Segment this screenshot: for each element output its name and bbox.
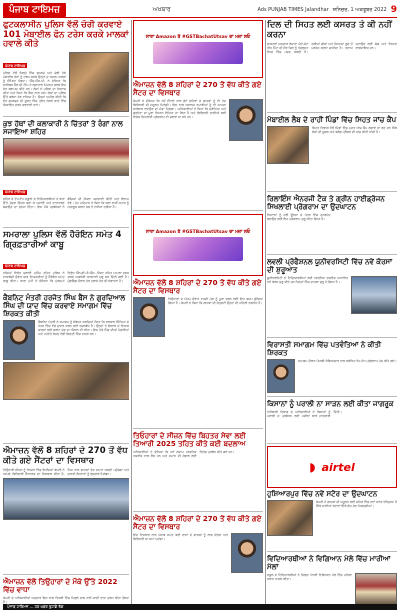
article-photo [231, 533, 263, 573]
article-headline: ਐਮਾਜ਼ਨ ਵੱਲੋਂ 8 ਸ਼ਹਿਰਾਂ ਦੇ 270 ਤੋਂ ਵੱਧ ਕੀਤੇ ਗਏ ਸੈਂਟਰਾਂ ਦਾ ਵਿਸਥਾਰ [3, 446, 128, 466]
article-photo [229, 99, 263, 141]
article-headline: ਹੁਸ਼ਿਆਰਪੁਰ ਵਿੱਚ ਨਵੇਂ ਸਟੋਰ ਦਾ ਉਦਘਾਟਨ [267, 490, 378, 498]
article [267, 340, 397, 397]
airtel-logo-icon: ◗ [309, 460, 316, 474]
article-photo [3, 320, 35, 360]
article [267, 115, 397, 192]
article-body: ਸ਼ਹਿਰ ਦੇ ਵੱਖ-ਵੱਖ ਸਕੂਲਾਂ ਦੇ ਵਿਦਿਆਰਥੀਆਂ ਨੇ ਕੰਧਾਂ ਉੱਤੇ ਸੁੰਦਰ ਚਿੱਤਰ ਬਣਾ ਕੇ ਸਫ਼ਾਈ ਅਤੇ ਵਾਤਾਵਰਣ ਬਚਾਉਣ ਦਾ ਸੁਨੇਹਾ ਦਿੱਤਾ। ਇਸ ਮੌਕੇ ਪ੍ਰਬੰਧਕਾਂ ਨੇ ਬੱਚਿਆਂ ਦੀ ਹੌਸਲਾ ਅਫ਼ਜ਼ਾਈ ਕੀਤੀ ਅਤੇ ਇਨਾਮ ਵੰਡੇ। ਮੁੱਖ ਮਹਿਮਾਨ ਨੇ ਕਿਹਾ ਕਿ ਕਲਾ ਰਾਹੀਂ ਸਮਾਜ ਨੂੰ ਜਾਗਰੂਕ ਕਰਨਾ ਸਭ ਤੋਂ ਵਧੀਆ ਤਰੀਕਾ ਹੈ। [3, 197, 129, 210]
article-headline: ਸਮਰਾਲਾ ਪੁਲਿਸ ਵੱਲੋਂ ਹੈਰੋਇਨ ਸਮੇਤ 4 ਗ੍ਰਿਫ਼ਤਾਰੀਆਂ ਕਾਬੂ [3, 230, 122, 250]
byline-badge: ਪੰਜਾਬ ਟਾਇਮਜ਼ [5, 264, 26, 268]
article-headline: ਵਿਦਿਆਰਥੀਆਂ ਨੇ ਵਿਗਿਆਨ ਮੇਲੇ ਵਿੱਚ ਮਾਰੀਆਂ ਮੱਲਾਂ [267, 555, 391, 571]
article-body: ਇਸ ਵਿਸਥਾਰ ਨਾਲ ਪੰਜਾਬ ਸਮੇਤ ਕਈ ਰਾਜਾਂ ਦੇ ਗਾਹਕਾਂ ਨੂੰ ਲਾਭ ਹੋਵੇਗਾ ਅਤੇ ਡਿਲਿਵਰੀ ਦਾ ਸਮਾਂ ਘਟੇਗਾ। [133, 533, 228, 542]
article-headline: ਐਮਾਜ਼ਨ ਵੱਲੋਂ 8 ਸ਼ਹਿਰਾਂ ਦੇ 270 ਤੋਂ ਵੱਧ ਕੀਤੇ ਗਏ ਸੈਂਟਰ ਦਾ ਵਿਸਥਾਰ [133, 81, 262, 97]
article [3, 119, 129, 228]
article-headline: ਕੁਝ ਹੱਥਾਂ ਦੀ ਕਲਾਕਾਰੀ ਨੇ ਚਿੱਤਰਾਂ ਤੇ ਰੰਗਾਂ ਨਾਲ ਸਜਾਇਆ ਸ਼ਹਿਰ [3, 120, 123, 136]
article-photo [69, 52, 129, 112]
article-headline: ਫੁਟਕਲਾਸੀਨ ਪੁਲਿਸ ਵੱਲੋਂ ਚੋਰੀ ਕਰਵਾਏ 101 ਮੋਬਾਈਲ ਫੋਨ ਟਰੇਸ ਕਰਕੇ ਮਾਲਕਾਂ ਹਵਾਲੇ ਕੀਤੇ [3, 20, 129, 49]
article-headline: ਐਮਾਜ਼ਨ ਵੱਲੋਂ ਤਿਉਹਾਰਾਂ ਦੇ ਮੌਕੇ ਉੱਤੇ 2022 ਵਿੱਚ ਵਾਧਾ [3, 578, 118, 594]
article-body: ਕੰਪਨੀ ਨੇ ਦੱਸਿਆ ਕਿ ਨਵੇਂ ਸੈਂਟਰਾਂ ਨਾਲ ਛੋਟੇ ਸ਼ਹਿਰਾਂ ਦੇ ਗਾਹਕਾਂ ਨੂੰ ਵੀ ਤੇਜ਼ ਡਿਲਿਵਰੀ ਦੀ ਸਹੂਲਤ ਮਿਲੇਗੀ। ਇਸ ਨਾਲ ਸਥਾਨਕ ਵਪਾਰੀਆਂ ਨੂੰ ਵੀ ਆਪਣਾ ਕਾਰੋਬਾਰ ਵਧਾਉਣ ਦਾ ਮੌਕਾ ਮਿਲੇਗਾ। ਅਧਿਕਾਰੀਆਂ ਨੇ ਕਿਹਾ ਕਿ ਸੁਰੱਖਿਆ ਅਤੇ ਗੁਣਵੱਤਾ ਦਾ ਪੂਰਾ ਧਿਆਨ ਰੱਖਿਆ ਜਾ ਰਿਹਾ ਹੈ ਅਤੇ ਡਿਲਿਵਰੀ ਸਾਥੀਆਂ ਲਈ ਵਿਸ਼ੇਸ਼ ਸਿਖਲਾਈ ਪ੍ਰੋਗਰਾਮ ਵੀ ਚਲਾਏ ਜਾ ਰਹੇ ਹਨ। [133, 99, 226, 120]
article-photo [133, 297, 165, 337]
article [3, 446, 129, 575]
article-body: ਸਿਹਤ ਵਿਭਾਗ ਵੱਲੋਂ ਪਿੰਡਾਂ ਵਿੱਚ ਮੁਫ਼ਤ ਜਾਂਚ ਕੈਂਪ ਲਗਾਏ ਜਾ ਰਹੇ ਹਨ ਜਿੱਥੇ ਲੋਕਾਂ ਦੀ ਸ਼ੂਗਰ ਅਤੇ ਬਲੱਡ ਪ੍ਰੈਸ਼ਰ ਦੀ ਜਾਂਚ ਕੀਤੀ ਜਾਂਦੀ ਹੈ। [312, 126, 397, 135]
article-body: ਖੇਤੀਬਾੜੀ ਵਿਭਾਗ ਦੇ ਅਧਿਕਾਰੀਆਂ ਨੇ ਕਿਸਾਨਾਂ ਨੂੰ ਪਰਾਲੀ ਦੇ ਪ੍ਰਬੰਧਨ ਲਈ ਮਸ਼ੀਨਾਂ ਬਾਰੇ ਜਾਣਕਾਰੀ ਦਿੱਤੀ। [267, 410, 342, 419]
article [267, 554, 397, 606]
article [133, 514, 263, 606]
article-photo [267, 126, 309, 164]
article-body: ਪੁਲਿਸ ਵੱਲੋਂ ਜ਼ਿਲ੍ਹੇ ਵਿੱਚ ਗੁਆਚੇ ਅਤੇ ਚੋਰੀ ਹੋਏ ਮੋਬਾਈਲ ਫੋਨਾਂ ਨੂੰ ਟਰੇਸ ਕਰਕੇ ਉਨ੍ਹਾਂ ਦੇ ਅਸਲ ਮਾਲਕਾਂ ਨੂੰ ਸੌਂਪਿਆ ਗਿਆ। ਐੱਸ.ਐੱਸ.ਪੀ. ਨੇ ਦੱਸਿਆ ਕਿ ਸਾਈਬਰ ਸੈੱਲ ਦੀ ਟੀਮ ਨੇ ਲਗਾਤਾਰ ਮਿਹਨਤ ਕਰਕੇ ਇਹ ਫੋਨ ਬਰਾਮਦ ਕੀਤੇ ਹਨ। ਲੋਕਾਂ ਨੇ ਪੁਲਿਸ ਦਾ ਧੰਨਵਾਦ ਕੀਤਾ ਅਤੇ ਕਿਹਾ ਕਿ ਇਸ ਨਾਲ ਆਮ ਲੋਕਾਂ ਦਾ ਪੁਲਿਸ ਉੱਤੇ ਭਰੋਸਾ ਹੋਰ ਵਧਿਆ ਹੈ। ਉਨ੍ਹਾਂ ਅਪੀਲ ਕੀਤੀ ਕਿ ਫੋਨ ਗੁਆਚਣ ਦੀ ਸੂਰਤ ਵਿੱਚ ਤੁਰੰਤ ਨੇੜਲੇ ਥਾਣੇ ਵਿੱਚ ਸ਼ਿਕਾਇਤ ਦਰਜ ਕਰਵਾਈ ਜਾਵੇ। [3, 70, 66, 108]
column-divider [265, 20, 266, 606]
article-photo [267, 359, 295, 393]
article-body: ਯੂਨੀਵਰਸਿਟੀ ਨੇ ਵਿਦਿਆਰਥੀਆਂ ਲਈ ਆਧੁਨਿਕ ਤਕਨੀਕ ਅਧਾਰਿਤ ਨਵੇਂ ਕੋਰਸ ਸ਼ੁਰੂ ਕੀਤੇ ਹਨ ਜਿਨ੍ਹਾਂ ਵਿੱਚ ਦਾਖ਼ਲਾ ਸ਼ੁਰੂ ਹੋ ਗਿਆ ਹੈ। [267, 276, 348, 285]
article-body: ਕੈਬਨਿਟ ਮੰਤਰੀ ਨੇ ਸਮਾਗਮ ਨੂੰ ਸੰਬੋਧਨ ਕਰਦਿਆਂ ਕਿਹਾ ਕਿ ਸਰਕਾਰ ਸਿੱਖਿਆ ਦੇ ਖੇਤਰ ਵਿੱਚ ਵੱਡੇ ਸੁਧਾਰ ਕਰਨ ਲਈ ਵਚਨਬੱਧ ਹੈ। ਉਨ੍ਹਾਂ ਨੇ ਇਲਾਕੇ ਦੇ ਵਿਕਾਸ ਕਾਰਜਾਂ ਲਈ ਗਰਾਂਟ ਦੇਣ ਦਾ ਐਲਾਨ ਵੀ ਕੀਤਾ। ਇਸ ਮੌਕੇ ਪਿੰਡ ਦੀਆਂ ਪੰਚਾਇਤਾਂ ਅਤੇ ਪਤਵੰਤੇ ਸੱਜਣ ਵੱਡੀ ਗਿਣਤੀ ਵਿੱਚ ਹਾਜ਼ਰ ਸਨ। [38, 320, 129, 337]
article [3, 230, 129, 291]
article [267, 20, 397, 113]
page-number: 9 [390, 5, 397, 15]
article-body: ਕੰਪਨੀ ਨੇ ਗਾਹਕਾਂ ਦੀ ਸਹੂਲਤ ਲਈ ਸ਼ਹਿਰ ਵਿੱਚ ਨਵਾਂ ਸਟੋਰ ਖੋਲ੍ਹਿਆ ਹੈ ਜਿੱਥੇ ਸਾਰੀਆਂ ਸੇਵਾਵਾਂ ਇੱਕੋ ਛੱਤ ਹੇਠ ਮਿਲਣਗੀਆਂ। [316, 500, 397, 509]
article [267, 194, 397, 255]
article-photo [351, 276, 397, 314]
article-body: ਤਿਉਹਾਰਾਂ ਦੇ ਮੌਸਮ ਦੌਰਾਨ ਵਧਦੀ ਮੰਗ ਨੂੰ ਪੂਰਾ ਕਰਨ ਲਈ ਇਹ ਕਦਮ ਚੁੱਕਿਆ ਗਿਆ ਹੈ। ਕੰਪਨੀ ਨੇ ਕਿਹਾ ਕਿ ਗਾਹਕਾਂ ਦੀ ਸੰਤੁਸ਼ਟੀ ਉਨ੍ਹਾਂ ਦੀ ਪਹਿਲੀ ਤਰਜੀਹ ਹੈ। [168, 297, 263, 306]
ad-image [153, 237, 243, 261]
paper-name: Ads PUNJAB TIMES Jalandhar [257, 7, 329, 13]
section-name: ਅਖ਼ਬਾਰ [152, 6, 171, 13]
article-photo [3, 362, 129, 400]
advertisement[interactable] [133, 214, 263, 276]
dateline [257, 5, 397, 15]
ad-title: ਸਾਰਾ Amazon ਤੇ #GSTBachatUtsav ਦਾ ਮਜ਼ਾ ਲਓ [145, 230, 251, 235]
article-body: ਕੰਪਨੀ ਦੇ ਅਧਿਕਾਰੀਆਂ ਅਨੁਸਾਰ ਇਸ ਸਾਲ ਵਿਕਰੀ ਵਿੱਚ ਪਿਛਲੇ ਸਾਲ ਨਾਲੋਂ ਕਾਫ਼ੀ ਵਾਧਾ ਦਰਜ ਕੀਤਾ ਗਿਆ ਹੈ। [3, 596, 129, 605]
column-1 [3, 20, 129, 606]
article-body: ਅਧਿਕਾਰੀਆਂ ਨੇ ਦੱਸਿਆ ਕਿ ਨਵੇਂ ਗੋਦਾਮ ਆਧੁਨਿਕ ਤਕਨੀਕ ਨਾਲ ਲੈਸ ਹਨ ਅਤੇ ਸਮਾਨ ਦੀ ਸੰਭਾਲ ਲਈ ਵਿਸ਼ੇਸ਼ ਪ੍ਰਬੰਧ ਕੀਤੇ ਗਏ ਹਨ। [133, 450, 235, 459]
article [133, 278, 263, 429]
article [3, 293, 129, 444]
masthead-logo: ਪੰਜਾਬ ਟਾਇਮਜ਼ [3, 3, 66, 17]
ad-image [153, 42, 243, 64]
article-body: ਨੌਜਵਾਨਾਂ ਨੂੰ ਹਰੀ ਊਰਜਾ ਦੇ ਖੇਤਰ ਵਿੱਚ ਹੁਨਰਮੰਦ ਬਣਾਉਣ ਲਈ ਇਹ ਪ੍ਰੋਗਰਾਮ ਸ਼ੁਰੂ ਕੀਤਾ ਗਿਆ ਹੈ। [267, 213, 331, 222]
article [3, 577, 129, 606]
article-body: ਨਸ਼ਿਆਂ ਵਿਰੁੱਧ ਚਲਾਈ ਮੁਹਿੰਮ ਤਹਿਤ ਪੁਲਿਸ ਨੇ ਨਾਕਾਬੰਦੀ ਦੌਰਾਨ ਚਾਰ ਵਿਅਕਤੀਆਂ ਨੂੰ ਹੈਰੋਇਨ ਸਮੇਤ ਕਾਬੂ ਕੀਤਾ। ਥਾਣਾ ਮੁਖੀ ਨੇ ਦੱਸਿਆ ਕਿ ਮੁਲਜ਼ਮਾਂ ਵਿਰੁੱਧ ਐੱਨ.ਡੀ.ਪੀ.ਐੱਸ. ਐਕਟ ਤਹਿਤ ਮਾਮਲਾ ਦਰਜ ਕਰਕੇ ਅਗਲੇਰੀ ਕਾਰਵਾਈ ਸ਼ੁਰੂ ਕਰ ਦਿੱਤੀ ਗਈ ਹੈ। ਪੁੱਛਗਿੱਛ ਦੌਰਾਨ ਹੋਰ ਖੁਲਾਸੇ ਹੋਣ ਦੀ ਸੰਭਾਵਨਾ ਹੈ। [3, 271, 129, 284]
article [267, 257, 397, 338]
article-headline: ਮੋਬਾਈਲ ਲੈਬ ਦੇ ਰਾਹੀਂ ਪਿੰਡਾਂ ਵਿੱਚ ਸਿਹਤ ਜਾਂਚ ਕੈਂਪ [267, 116, 397, 124]
article-headline: ਦਿਲ ਦੀ ਸਿਹਤ ਲਈ ਕਸਰਤ ਤੇ ਕੀ ਨਹੀਂ ਕਰਨਾ [267, 20, 392, 40]
column-divider [131, 20, 132, 606]
byline-badge: ਪੰਜਾਬ ਟਾਇਮਜ਼ [5, 63, 26, 68]
ad-title: ਸਾਰਾ Amazon ਤੇ #GSTBachatUtsav ਦਾ ਮਜ਼ਾ ਲਓ [145, 34, 251, 40]
article [3, 20, 129, 117]
article-headline: ਲਵਲੀ ਪ੍ਰੋਫੈਸ਼ਨਲ ਯੂਨੀਵਰਸਿਟੀ ਵਿੱਚ ਨਵੇਂ ਕੋਰਸਾਂ ਦੀ ਸ਼ੁਰੂਆਤ [267, 258, 393, 274]
article-body: ਤਿਉਹਾਰੀ ਸੀਜ਼ਨ ਨੂੰ ਧਿਆਨ ਵਿੱਚ ਰੱਖਦਿਆਂ ਕੰਪਨੀ ਨੇ ਆਪਣੇ ਡਿਲਿਵਰੀ ਨੈੱਟਵਰਕ ਦਾ ਵਿਸਥਾਰ ਕੀਤਾ ਹੈ, ਜਿਸ ਨਾਲ ਗਾਹਕਾਂ ਤੱਕ ਸਮਾਨ ਜਲਦੀ ਪਹੁੰਚੇਗਾ ਅਤੇ ਹਜ਼ਾਰਾਂ ਨੌਜਵਾਨਾਂ ਨੂੰ ਰੁਜ਼ਗਾਰ ਮਿਲੇਗਾ। [3, 468, 129, 477]
article-body: ਸਮਾਗਮ ਦੌਰਾਨ ਪੰਜਾਬੀ ਸੱਭਿਆਚਾਰ ਨਾਲ ਸਬੰਧਿਤ ਵੱਖ-ਵੱਖ ਪ੍ਰੋਗਰਾਮ ਪੇਸ਼ ਕੀਤੇ ਗਏ। [298, 359, 397, 363]
ad-brand: airtel [321, 460, 355, 474]
advertisement[interactable] [133, 20, 263, 78]
article-photo [267, 500, 313, 536]
article-photo [355, 573, 397, 605]
article-headline: ਐਮਾਜ਼ਨ ਵੱਲੋਂ 8 ਸ਼ਹਿਰਾਂ ਦੇ 270 ਤੋਂ ਵੱਧ ਕੀਤੇ ਗਏ ਸੈਂਟਰ ਦਾ ਵਿਸਥਾਰ [133, 515, 262, 531]
article-headline: ਤਿਓਹਾਰਾਂ ਦੇ ਸੀਜ਼ਨ ਵਿੱਚ ਬਿਹਤਰ ਸੇਵਾ ਲਈ ਤਿਆਰੀ 2025 ਤਹਿਤ ਕੀਤੇ ਕਈ ਬਦਲਾਅ [133, 432, 246, 448]
footer-strip: ਪੰਜਾਬ ਟਾਇਮਜ਼ — ਹਰ ਖ਼ਬਰ ਤੁਹਾਡੇ ਤੱਕ [3, 604, 397, 610]
article-headline: ਐਮਾਜ਼ਨ ਵੱਲੋਂ 8 ਸ਼ਹਿਰਾਂ ਦੇ 270 ਤੋਂ ਵੱਧ ਕੀਤੇ ਗਏ ਸੈਂਟਰ ਦਾ ਵਿਸਥਾਰ [133, 279, 262, 295]
page-header [3, 3, 397, 18]
article-headline: ਕਿਸਾਨਾਂ ਨੂੰ ਪਰਾਲੀ ਨਾ ਸਾੜਨ ਲਈ ਕੀਤਾ ਜਾਗਰੂਕ [267, 400, 394, 408]
article-body: ਸਕੂਲ ਦੇ ਵਿਦਿਆਰਥੀਆਂ ਨੇ ਜ਼ਿਲ੍ਹਾ ਪੱਧਰੀ ਵਿਗਿਆਨ ਮੇਲੇ ਵਿੱਚ ਪਹਿਲਾ ਸਥਾਨ ਹਾਸਲ ਕੀਤਾ। [267, 573, 352, 582]
column-3 [267, 20, 397, 606]
byline-badge: ਪੰਜਾਬ ਟਾਇਮਜ਼ [5, 190, 26, 194]
article [267, 399, 397, 444]
article-headline: ਕੈਬਨਿਟ ਮੰਤਰੀ ਹਰਜੋਤ ਸਿੰਘ ਬੈਂਸ ਨੇ ਗੁਰਦਿਆਲ ਸਿੰਘ ਦੀ ਯਾਦ ਵਿੱਚ ਕਰਵਾਏ ਸਮਾਗਮ ਵਿੱਚ ਸ਼ਿਰਕਤ ਕੀਤੀ [3, 294, 126, 318]
article-photo [3, 138, 129, 176]
issue-date: ਸ਼ਨਿਚਰ, 1 ਅਕਤੂਬਰ 2022 [332, 7, 387, 13]
airtel-advertisement[interactable] [267, 446, 397, 488]
article-headline: ਵਿਰਾਸਤੀ ਸਮਾਗਮ ਵਿੱਚ ਪਤਵੰਤਿਆਂ ਨੇ ਕੀਤੀ ਸ਼ਿਰਕਤ [267, 341, 382, 357]
article [133, 431, 263, 512]
article-headline: ਰਿਲਾਇੰਸ ਐਨਰਜੀ ਟੈਕ ਤੇ ਗ੍ਰੀਨ ਹਾਈਡ੍ਰੋਜਨ ਸਿਖਲਾਈ ਪ੍ਰੋਗਰਾਮ ਦਾ ਉਦਘਾਟਨ [267, 195, 385, 211]
article-body: ਡਾਕਟਰਾਂ ਅਨੁਸਾਰ ਰੋਜ਼ਾਨਾ ਘੱਟੋ-ਘੱਟ ਤੀਹ ਮਿੰਟ ਦੀ ਸੈਰ ਦਿਲ ਨੂੰ ਤੰਦਰੁਸਤ ਰੱਖਣ ਵਿੱਚ ਮਦਦ ਕਰਦੀ ਹੈ। ਤਲੀਆਂ ਚੀਜ਼ਾਂ ਅਤੇ ਜ਼ਿਆਦਾ ਲੂਣ ਤੋਂ ਪਰਹੇਜ਼ ਕਰਨਾ ਚਾਹੀਦਾ ਹੈ। ਤਣਾਅ ਘਟਾਉਣ ਲਈ ਯੋਗ ਅਤੇ ਧਿਆਨ ਲਾਭਦਾਇਕ ਹਨ। [267, 42, 397, 55]
column-2 [133, 20, 263, 606]
article [133, 80, 263, 211]
article [267, 489, 397, 552]
article-photo [3, 478, 129, 520]
